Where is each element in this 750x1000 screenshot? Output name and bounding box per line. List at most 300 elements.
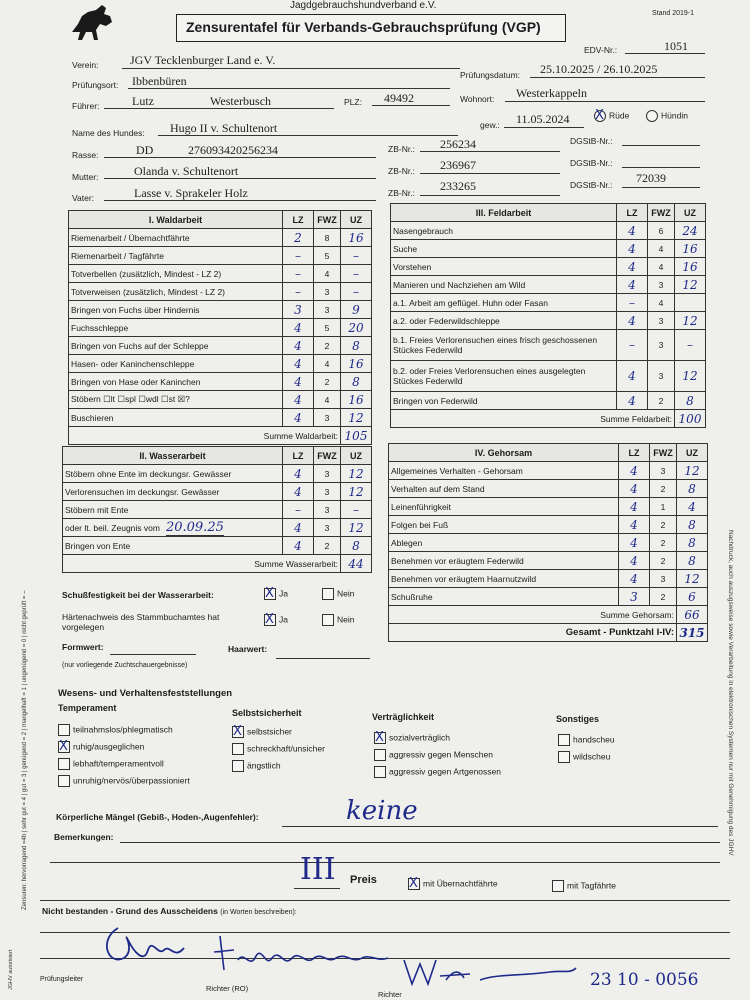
side-grades: Zensuren: hervorragend =4h | sehr gut = 4 | gut = 3 | genügend = 2 | mangelhaft = 1 | ungenügend = 0 | nicht geprüft = – bbox=[22, 590, 28, 910]
gew-value: 11.05.2024 bbox=[516, 112, 570, 126]
wald-lz: 4 bbox=[283, 355, 314, 373]
ruede-label: Rüde bbox=[609, 110, 630, 121]
feld-label: Suche bbox=[391, 240, 617, 258]
table-row bbox=[69, 355, 372, 373]
fuehrer-nachname: Westerbusch bbox=[210, 94, 272, 108]
temp-option[interactable] bbox=[58, 775, 190, 787]
wasser-table bbox=[62, 446, 372, 573]
feld-label: a.1. Arbeit am geflügel. Huhn oder Fasan bbox=[391, 294, 617, 312]
feld-fwz: 3 bbox=[648, 330, 675, 361]
dgstb-label-mutter: DGStB-Nr.: bbox=[570, 158, 613, 168]
wald-lz: 4 bbox=[283, 391, 314, 409]
feld-fwz: 4 bbox=[648, 258, 675, 276]
col-fwz: FWZ bbox=[648, 204, 675, 222]
feld-lz: 4 bbox=[617, 240, 648, 258]
wald-lz: 4 bbox=[283, 409, 314, 427]
gehorsam-fwz: 2 bbox=[650, 588, 677, 606]
gehorsam-uz: 8 bbox=[677, 534, 708, 552]
wasser-lz: 4 bbox=[283, 465, 314, 483]
gehorsam-uz: 8 bbox=[677, 480, 708, 498]
gehorsam-label: Verhalten auf dem Stand bbox=[389, 480, 619, 498]
gehorsam-lz: 4 bbox=[619, 480, 650, 498]
temp-title: Temperament bbox=[58, 703, 117, 713]
feld-label: a.2. oder Federwildschleppe bbox=[391, 312, 617, 330]
gehorsam-fwz: 1 bbox=[650, 498, 677, 516]
wald-title: I. Waldarbeit bbox=[69, 211, 283, 229]
gehorsam-uz: 8 bbox=[677, 552, 708, 570]
zb-label-hund: ZB-Nr.: bbox=[388, 144, 415, 154]
table-row bbox=[63, 537, 372, 555]
signature-pruefungsleiter bbox=[88, 920, 228, 980]
table-row bbox=[63, 483, 372, 501]
bemerk-label: Bemerkungen: bbox=[54, 832, 114, 842]
gehorsam-label: Schußruhe bbox=[389, 588, 619, 606]
gesamt-value: 315 bbox=[677, 624, 708, 642]
feld-label: b.1. Freies Verlorensuchen eines frisch geschossenen Stückes Federwild bbox=[391, 330, 617, 361]
wald-uz: – bbox=[341, 247, 372, 265]
pruefungsleiter-label: Prüfungsleiter bbox=[40, 976, 84, 983]
feld-label: b.2. oder Freies Verlorensuchen eines ausgelegten Stückes Federwild bbox=[391, 361, 617, 392]
vertr-checkbox[interactable] bbox=[374, 766, 386, 778]
rasse-value: DD bbox=[136, 143, 154, 157]
huendin-label: Hündin bbox=[661, 110, 688, 121]
fuehrer-label: Führer: bbox=[72, 101, 100, 111]
jghv-logo bbox=[68, 2, 120, 42]
feld-sum: 100 bbox=[675, 410, 706, 428]
gehorsam-label: Benehmen vor eräugtem Haarnutzwild bbox=[389, 570, 619, 588]
nicht-label: Nicht bestanden - Grund des Ausscheidens bbox=[42, 906, 218, 916]
signature-serial: 23 10 - 0056 bbox=[590, 970, 699, 990]
wald-fwz: 2 bbox=[314, 337, 341, 355]
gehorsam-label: Allgemeines Verhalten - Gehorsam bbox=[389, 462, 619, 480]
gehorsam-lz: 4 bbox=[619, 570, 650, 588]
hund-value: Hugo II v. Schultenort bbox=[170, 121, 278, 135]
wald-label: Hasen- oder Kaninchenschleppe bbox=[69, 355, 283, 373]
gehorsam-fwz: 2 bbox=[650, 480, 677, 498]
gehorsam-fwz: 3 bbox=[650, 570, 677, 588]
vertr-label: aggressiv gegen Artgenossen bbox=[389, 766, 501, 777]
wesen-title: Wesens- und Verhaltensfeststellungen bbox=[58, 688, 233, 699]
dgstb-label-hund: DGStB-Nr.: bbox=[570, 136, 613, 146]
wald-label: Fuchsschleppe bbox=[69, 319, 283, 337]
wasser-fwz: 3 bbox=[314, 465, 341, 483]
wald-fwz: 3 bbox=[314, 301, 341, 319]
haarwert-label: Haarwert: bbox=[228, 644, 268, 654]
richter-label: Richter bbox=[378, 990, 402, 999]
feld-table bbox=[390, 203, 706, 428]
gehorsam-uz: 4 bbox=[677, 498, 708, 516]
stand-label: Stand 2019-1 bbox=[652, 10, 695, 17]
schuss-nein[interactable] bbox=[322, 588, 354, 600]
haerte-ja-label: Ja bbox=[279, 614, 288, 625]
table-row bbox=[391, 312, 706, 330]
gehorsam-lz: 3 bbox=[619, 588, 650, 606]
feld-uz: 8 bbox=[675, 392, 706, 410]
wohnort-label: Wohnort: bbox=[460, 94, 495, 104]
wald-label: Bringen von Fuchs auf der Schleppe bbox=[69, 337, 283, 355]
feld-fwz: 3 bbox=[648, 276, 675, 294]
zb-label-mutter: ZB-Nr.: bbox=[388, 166, 415, 176]
feld-uz: 12 bbox=[675, 312, 706, 330]
wald-label: Bringen von Hase oder Kaninchen bbox=[69, 373, 283, 391]
feld-fwz: 4 bbox=[648, 240, 675, 258]
chip-value: 276093420256234 bbox=[188, 143, 278, 157]
gehorsam-fwz: 2 bbox=[650, 534, 677, 552]
temp-label: unruhig/nervös/überpassioniert bbox=[73, 775, 190, 786]
wald-uz: 9 bbox=[341, 301, 372, 319]
wasser-sum: 44 bbox=[341, 555, 372, 573]
wasser-fwz: 2 bbox=[314, 537, 341, 555]
wald-lz: – bbox=[283, 247, 314, 265]
wald-sum: 105 bbox=[341, 427, 372, 445]
gehorsam-uz: 6 bbox=[677, 588, 708, 606]
temp-option[interactable] bbox=[58, 741, 144, 753]
maengel-value: keine bbox=[346, 796, 418, 826]
sonst-checkbox[interactable] bbox=[558, 734, 570, 746]
feld-label: Vorstehen bbox=[391, 258, 617, 276]
wald-lz: 4 bbox=[283, 373, 314, 391]
table-row bbox=[389, 552, 708, 570]
wald-fwz: 4 bbox=[314, 355, 341, 373]
wasser-lz: 4 bbox=[283, 483, 314, 501]
mit-ueber-option[interactable] bbox=[408, 878, 498, 890]
schuss-ja-label: Ja bbox=[279, 588, 288, 599]
table-row bbox=[69, 265, 372, 283]
preis-label: Preis bbox=[350, 874, 377, 886]
signature-richter bbox=[400, 950, 590, 994]
feld-lz: – bbox=[617, 294, 648, 312]
side-copyright: Nachdruck, auch auszugsweise sowie Verarbeitung in elektronischen Systemen nur mit Genehmigung des JGHV bbox=[727, 530, 734, 856]
zb-vater-value: 233265 bbox=[440, 179, 476, 193]
feld-uz: 16 bbox=[675, 240, 706, 258]
ruede-option[interactable] bbox=[594, 110, 629, 122]
wasser-label: oder lt. beil. Zeugnis vom 20.09.25 bbox=[63, 519, 283, 537]
edv-value: 1051 bbox=[664, 39, 688, 53]
gehorsam-label: Folgen bei Fuß bbox=[389, 516, 619, 534]
plz-label: PLZ: bbox=[344, 97, 362, 107]
table-row bbox=[69, 247, 372, 265]
wasser-label: Stöbern ohne Ente im deckungsr. Gewässer bbox=[63, 465, 283, 483]
feld-label: Bringen von Federwild bbox=[391, 392, 617, 410]
col-fwz: FWZ bbox=[314, 447, 341, 465]
haerte-label: Härtenachweis des Stammbuchamtes hat vorgelegen bbox=[62, 612, 220, 632]
sonst-option[interactable] bbox=[558, 751, 610, 763]
wald-lz: 2 bbox=[283, 229, 314, 247]
gehorsam-lz: 4 bbox=[619, 498, 650, 516]
wald-uz: 8 bbox=[341, 337, 372, 355]
wald-fwz: 3 bbox=[314, 283, 341, 301]
col-fwz: FWZ bbox=[650, 444, 677, 462]
richter-ob-label: Richter (RO) bbox=[206, 984, 249, 993]
table-row bbox=[391, 240, 706, 258]
signature-richter-ob bbox=[210, 930, 410, 980]
wald-label: Bringen von Fuchs über Hindernis bbox=[69, 301, 283, 319]
feld-uz: – bbox=[675, 330, 706, 361]
table-row bbox=[391, 222, 706, 240]
feld-uz: 16 bbox=[675, 258, 706, 276]
wasser-lz: 4 bbox=[283, 537, 314, 555]
table-row bbox=[391, 361, 706, 392]
col-lz: LZ bbox=[283, 211, 314, 229]
sonst-label: handscheu bbox=[573, 734, 615, 745]
wald-label: Riemenarbeit / Tagfährte bbox=[69, 247, 283, 265]
plz-value: 49492 bbox=[384, 91, 414, 105]
table-row bbox=[69, 337, 372, 355]
gehorsam-sum: 66 bbox=[677, 606, 708, 624]
table-row bbox=[63, 519, 372, 537]
table-row bbox=[69, 409, 372, 427]
table-row bbox=[63, 465, 372, 483]
vertr-label: sozialverträglich bbox=[389, 732, 450, 743]
wald-uz: – bbox=[341, 283, 372, 301]
haerte-ja-checkbox[interactable] bbox=[264, 614, 276, 626]
datum-value: 25.10.2025 / 26.10.2025 bbox=[540, 62, 658, 76]
gehorsam-title: IV. Gehorsam bbox=[389, 444, 619, 462]
wald-lz: – bbox=[283, 283, 314, 301]
wald-lz: 4 bbox=[283, 337, 314, 355]
temp-checkbox[interactable] bbox=[58, 758, 70, 770]
gehorsam-uz: 12 bbox=[677, 462, 708, 480]
temp-label: ruhig/ausgeglichen bbox=[73, 741, 145, 752]
huendin-option[interactable] bbox=[646, 110, 688, 122]
table-row bbox=[389, 588, 708, 606]
haerte-nein[interactable] bbox=[322, 614, 354, 626]
wald-label: Totverweisen (zusätzlich, Mindest - LZ 2) bbox=[69, 283, 283, 301]
wald-label: Buschieren bbox=[69, 409, 283, 427]
col-uz: UZ bbox=[675, 204, 706, 222]
sonst-option[interactable] bbox=[558, 734, 615, 746]
wald-uz: 8 bbox=[341, 373, 372, 391]
gehorsam-fwz: 2 bbox=[650, 552, 677, 570]
verein-label: Verein: bbox=[72, 60, 99, 70]
table-row bbox=[63, 501, 372, 519]
wald-table bbox=[68, 210, 372, 445]
selbst-label: selbstsicher bbox=[247, 726, 292, 737]
wohnort-value: Westerkappeln bbox=[516, 86, 588, 100]
wasser-title: II. Wasserarbeit bbox=[63, 447, 283, 465]
ort-value: Ibbenbüren bbox=[132, 74, 187, 88]
table-row bbox=[69, 373, 372, 391]
table-row bbox=[391, 392, 706, 410]
col-uz: UZ bbox=[341, 211, 372, 229]
gehorsam-label: Ablegen bbox=[389, 534, 619, 552]
col-lz: LZ bbox=[283, 447, 314, 465]
selbst-option[interactable] bbox=[232, 726, 292, 738]
wald-lz: 4 bbox=[283, 319, 314, 337]
feld-label: Nasengebrauch bbox=[391, 222, 617, 240]
selbst-option[interactable] bbox=[232, 760, 281, 772]
feld-title: III. Feldarbeit bbox=[391, 204, 617, 222]
preis-value: III bbox=[300, 852, 336, 887]
feld-fwz: 3 bbox=[648, 312, 675, 330]
table-row bbox=[69, 319, 372, 337]
vertr-checkbox[interactable] bbox=[374, 732, 386, 744]
feld-lz: 4 bbox=[617, 361, 648, 392]
schuss-ja-checkbox[interactable] bbox=[264, 588, 276, 600]
table-row bbox=[389, 480, 708, 498]
huendin-radio[interactable] bbox=[646, 110, 658, 122]
wasser-label: Verlorensuchen im deckungsr. Gewässer bbox=[63, 483, 283, 501]
selbst-option[interactable] bbox=[232, 743, 325, 755]
wald-label: Stöbern ☐lt ☐spl ☐wdl ☐st ☒? bbox=[69, 391, 283, 409]
gehorsam-lz: 4 bbox=[619, 552, 650, 570]
table-row bbox=[389, 516, 708, 534]
dgstb-label-vater: DGStB-Nr.: bbox=[570, 180, 613, 190]
org-name: Jagdgebrauchshundverband e.V. bbox=[290, 0, 437, 11]
wasser-lz: – bbox=[283, 501, 314, 519]
mit-ueber-label: mit Übernachtfährte bbox=[423, 878, 498, 889]
selbst-label: ängstlich bbox=[247, 760, 281, 771]
wald-fwz: 8 bbox=[314, 229, 341, 247]
vertr-checkbox[interactable] bbox=[374, 749, 386, 761]
mit-tag-option[interactable] bbox=[552, 880, 616, 892]
mit-ueber-checkbox[interactable] bbox=[408, 878, 420, 890]
wald-lz: 3 bbox=[283, 301, 314, 319]
zb-label-vater: ZB-Nr.: bbox=[388, 188, 415, 198]
wasser-uz: 8 bbox=[341, 537, 372, 555]
side-jghv: JGHV autorisiert bbox=[8, 949, 14, 990]
table-row bbox=[69, 283, 372, 301]
table-row bbox=[391, 294, 706, 312]
selbst-checkbox[interactable] bbox=[232, 726, 244, 738]
ort-label: Prüfungsort: bbox=[72, 80, 119, 90]
wasser-lz: 4 bbox=[283, 519, 314, 537]
wald-label: Riemenarbeit / Übernachtfährte bbox=[69, 229, 283, 247]
fuehrer-vorname: Lutz bbox=[132, 94, 154, 108]
col-uz: UZ bbox=[677, 444, 708, 462]
gehorsam-uz: 12 bbox=[677, 570, 708, 588]
schuss-nein-checkbox[interactable] bbox=[322, 588, 334, 600]
col-uz: UZ bbox=[341, 447, 372, 465]
mit-tag-checkbox[interactable] bbox=[552, 880, 564, 892]
selbst-checkbox[interactable] bbox=[232, 760, 244, 772]
temp-option[interactable] bbox=[58, 724, 173, 736]
table-row bbox=[69, 229, 372, 247]
table-row bbox=[69, 391, 372, 409]
ruede-radio[interactable] bbox=[594, 110, 606, 122]
mutter-label: Mutter: bbox=[72, 172, 99, 182]
temp-option[interactable] bbox=[58, 758, 164, 770]
feld-lz: 4 bbox=[617, 258, 648, 276]
gehorsam-label: Benehmen vor eräugtem Federwild bbox=[389, 552, 619, 570]
feld-uz: 12 bbox=[675, 276, 706, 294]
gehorsam-fwz: 3 bbox=[650, 462, 677, 480]
wasser-uz: 12 bbox=[341, 465, 372, 483]
vater-value: Lasse v. Sprakeler Holz bbox=[134, 186, 248, 200]
table-row bbox=[391, 330, 706, 361]
table-row bbox=[391, 258, 706, 276]
page-title: Zensurentafel für Verbands-Gebrauchsprüfung (VGP) bbox=[186, 19, 541, 35]
wald-fwz: 4 bbox=[314, 265, 341, 283]
nicht-note: (in Worten beschreiben): bbox=[220, 909, 297, 916]
gehorsam-fwz: 2 bbox=[650, 516, 677, 534]
selbst-title: Selbstsicherheit bbox=[232, 708, 302, 718]
vertr-label: aggressiv gegen Menschen bbox=[389, 749, 493, 760]
wald-fwz: 5 bbox=[314, 247, 341, 265]
feld-lz: – bbox=[617, 330, 648, 361]
feld-lz: 4 bbox=[617, 276, 648, 294]
wasser-uz: 12 bbox=[341, 483, 372, 501]
wald-fwz: 3 bbox=[314, 409, 341, 427]
haerte-nein-checkbox[interactable] bbox=[322, 614, 334, 626]
wasser-fwz: 3 bbox=[314, 483, 341, 501]
wald-lz: – bbox=[283, 265, 314, 283]
temp-checkbox[interactable] bbox=[58, 741, 70, 753]
schuss-label: Schußfestigkeit bei der Wasserarbeit: bbox=[62, 590, 214, 600]
temp-checkbox[interactable] bbox=[58, 775, 70, 787]
temp-checkbox[interactable] bbox=[58, 724, 70, 736]
feld-sum-label: Summe Feldarbeit: bbox=[391, 410, 675, 428]
gehorsam-label: Leinenführigkeit bbox=[389, 498, 619, 516]
feld-label: Manieren und Nachziehen am Wild bbox=[391, 276, 617, 294]
feld-fwz: 3 bbox=[648, 361, 675, 392]
wasser-label: Stöbern mit Ente bbox=[63, 501, 283, 519]
feld-uz: 24 bbox=[675, 222, 706, 240]
haerte-ja[interactable] bbox=[264, 614, 288, 626]
table-row bbox=[389, 534, 708, 552]
gew-label: gew.: bbox=[480, 120, 500, 130]
zeugnis-date: 20.09.25 bbox=[165, 520, 224, 535]
temp-label: teilnahmslos/phlegmatisch bbox=[73, 724, 173, 735]
feld-uz: 12 bbox=[675, 361, 706, 392]
rasse-label: Rasse: bbox=[72, 150, 99, 160]
table-row bbox=[391, 276, 706, 294]
vertr-title: Verträglichkeit bbox=[372, 712, 435, 722]
wald-uz: 16 bbox=[341, 391, 372, 409]
table-row bbox=[389, 570, 708, 588]
sonst-label: wildscheu bbox=[573, 751, 611, 762]
verein-value: JGV Tecklenburger Land e. V. bbox=[130, 53, 276, 67]
edv-label: EDV-Nr.: bbox=[584, 45, 618, 55]
feld-lz: 4 bbox=[617, 222, 648, 240]
wasser-sum-label: Summe Wasserarbeit: bbox=[63, 555, 341, 573]
wald-uz: 16 bbox=[341, 355, 372, 373]
mit-tag-label: mit Tagfährte bbox=[567, 880, 616, 891]
wasser-uz: – bbox=[341, 501, 372, 519]
vertr-option[interactable] bbox=[374, 732, 450, 744]
schuss-ja[interactable] bbox=[264, 588, 288, 600]
vertr-option[interactable] bbox=[374, 749, 493, 761]
dgstb-vater-value: 72039 bbox=[636, 171, 666, 185]
maengel-label: Körperliche Mängel (Gebiß-, Hoden-,Augenfehler): bbox=[56, 812, 259, 822]
zb-mutter-value: 236967 bbox=[440, 158, 476, 172]
nicht-bestanden bbox=[42, 906, 297, 916]
gesamt-label: Gesamt - Punktzahl I-IV: bbox=[389, 624, 677, 642]
wasser-fwz: 3 bbox=[314, 501, 341, 519]
selbst-checkbox[interactable] bbox=[232, 743, 244, 755]
col-lz: LZ bbox=[617, 204, 648, 222]
feld-lz: 4 bbox=[617, 312, 648, 330]
gehorsam-lz: 4 bbox=[619, 516, 650, 534]
sonst-checkbox[interactable] bbox=[558, 751, 570, 763]
vertr-option[interactable] bbox=[374, 766, 501, 778]
datum-label: Prüfungsdatum: bbox=[460, 70, 521, 80]
wald-uz: 12 bbox=[341, 409, 372, 427]
wald-uz: 20 bbox=[341, 319, 372, 337]
gehorsam-sum-label: Summe Gehorsam: bbox=[389, 606, 677, 624]
hund-label: Name des Hundes: bbox=[72, 128, 145, 138]
feld-fwz: 2 bbox=[648, 392, 675, 410]
table-row bbox=[69, 301, 372, 319]
wald-label: Totverbellen (zusätzlich, Mindest - LZ 2) bbox=[69, 265, 283, 283]
wald-uz: 16 bbox=[341, 229, 372, 247]
wald-fwz: 5 bbox=[314, 319, 341, 337]
gehorsam-lz: 4 bbox=[619, 462, 650, 480]
zb-hund-value: 256234 bbox=[440, 137, 476, 151]
feld-fwz: 6 bbox=[648, 222, 675, 240]
zucht-note: (nur vorliegende Zuchtschauergebnisse) bbox=[62, 662, 188, 669]
gehorsam-uz: 8 bbox=[677, 516, 708, 534]
